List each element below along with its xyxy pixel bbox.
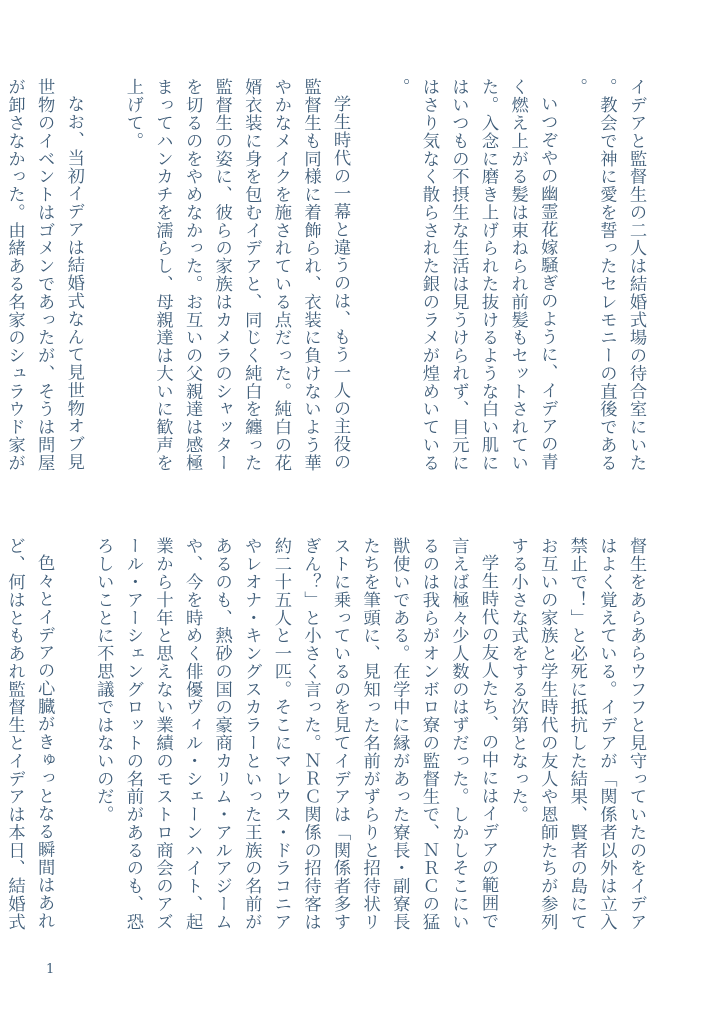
paragraph: 学生時代の友人たち、の中にはイデアの範囲で言えば極々少人数のはずだった。しかしそこにいるのは我らがオンボロ寮の監督生で、ＮＲＣの猛獣使いである。在学中に縁があった寮長・副寮長たちを筆頭に、見知った名前がずらりと招待状リストに乗っているのを見てイデアは「関係者多すぎん？」と小さく言った。ＮＲＣ関係の招待客は約二十五人と一匹。そこにマレウス・ドラコニアやレオナ・キングスカラーといった王族の名前があるのも、熱砂の国の豪商カリム・アルアジームや、今を時めく俳優ヴィル・シェーンハイト、起業から十年と思えない業績のモストロ商会のアズール・アーシェングロットの名前があるのも、恐ろしいことに不思議ではないのだ。	[93, 537, 499, 931]
paragraph: なお、当初イデアは結婚式なんて見世物オブ見世物のイベントはゴメンであったが、そうは問屋が卸さなかった。由緒ある名家のシュラウド家が	[4, 78, 84, 472]
paragraph-break	[354, 78, 384, 478]
page-number: 1	[46, 962, 55, 977]
paragraph-break	[88, 78, 118, 478]
paragraph: 督生をあらあらウフフと見守っていたのをイデアはよく覚えている。イデアが「関係者以外は立入禁止で！」と必死に抵抗した結果、賢者の島にてお互いの家族と学生時代の友人や恩師たちが参列する小さな式をする次第となった。	[507, 537, 646, 931]
paragraph: 学生時代の一幕と違うのは、もう一人の主役の監督生も同様に着飾られ、衣装に負けないよう華やかなメイクを施されている点だった。純白の花婿衣装に身を包むイデアと、同じく純白を纏った監督生の姿に、彼らの家族はカメラのシャッターを切るのをやめなかった。お互いの父親達は感極まってハンカチを濡らし、母親達は大いに歓声を上げて。	[122, 78, 351, 472]
paragraph: 色々とイデアの心臓がきゅっとなる瞬間はあれど、何はともあれ監督生とイデアは本日、結婚式	[4, 537, 55, 931]
paragraph: いつぞやの幽霊花嫁騒ぎのように、イデアの青く燃え上がる髪は束ねられ前髪もセットされていた。入念に磨き上げられた抜けるような白い肌にはいつもの不摂生な生活は見うけられず、目元にはさり気なく散らされた銀のラメが煌めいている。	[389, 78, 558, 472]
text-block-top	[4, 78, 650, 478]
paragraph: イデアと監督生の二人は結婚式場の待合室にいた。教会で神に愛を誓ったセレモニーの直後である。	[566, 78, 646, 472]
text-block-bottom	[4, 537, 650, 937]
paragraph-break	[58, 537, 88, 937]
